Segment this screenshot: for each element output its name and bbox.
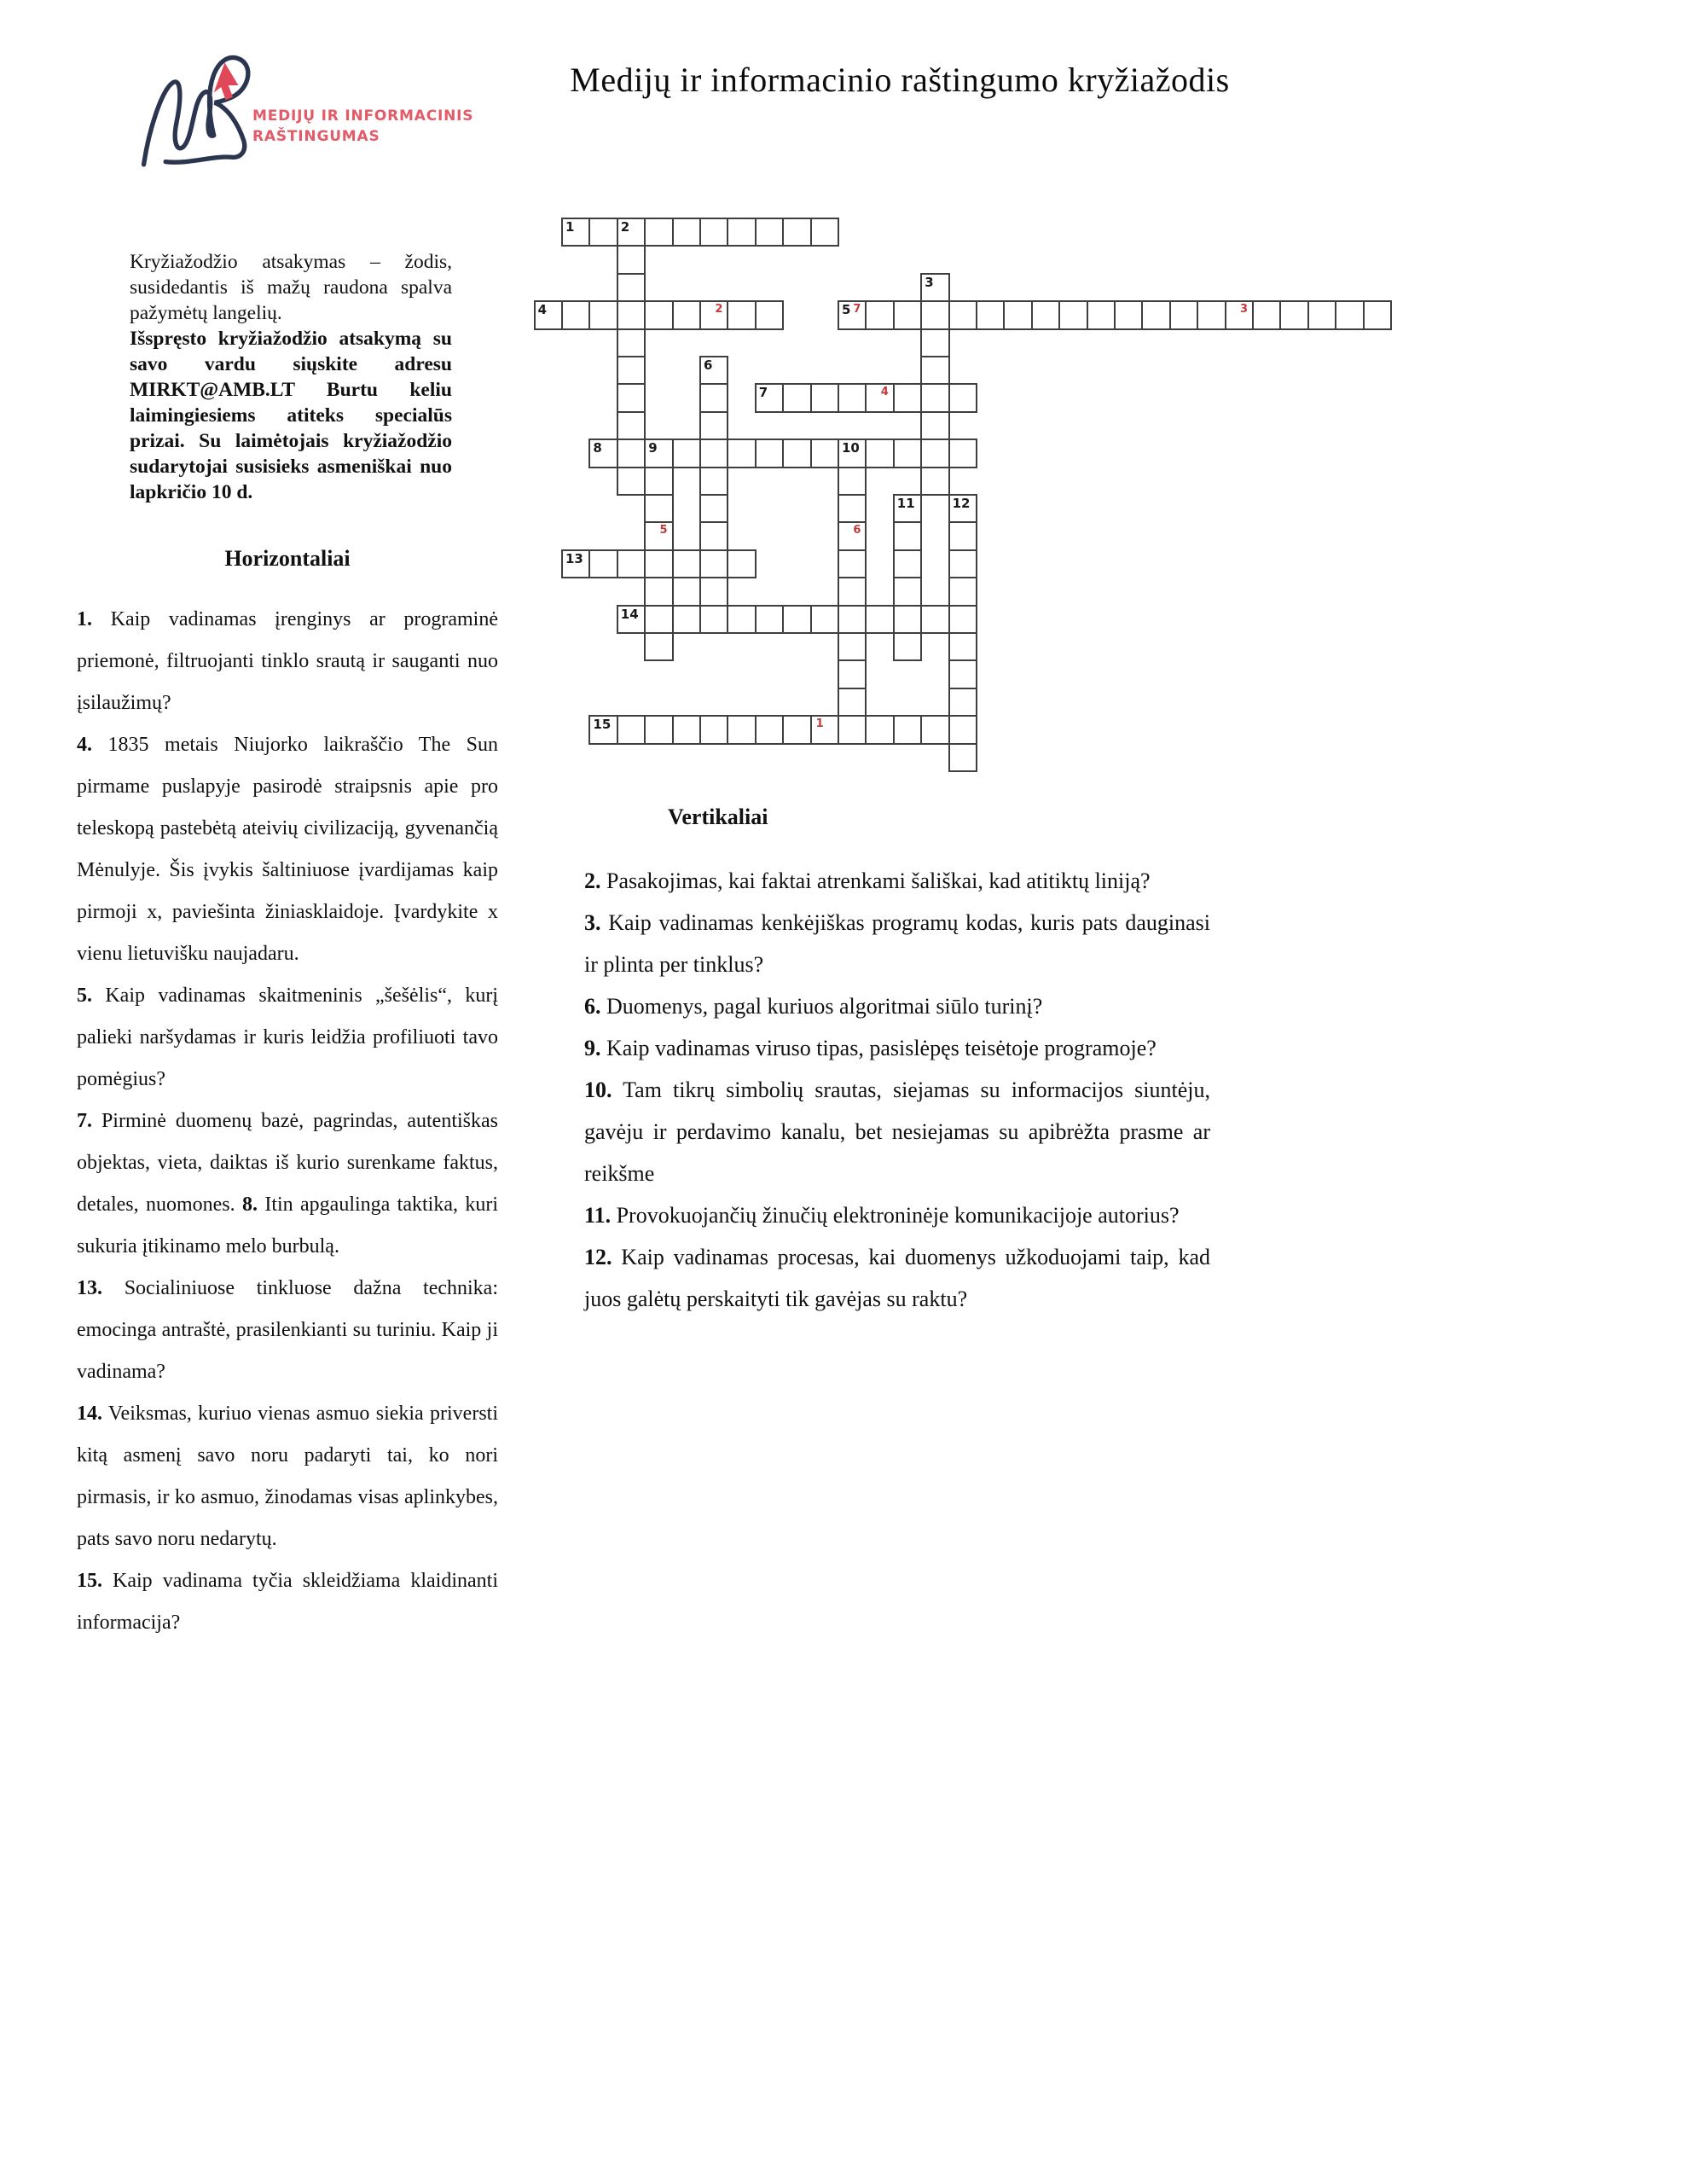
crossword-cell: [838, 439, 867, 468]
crossword-cell: [617, 715, 646, 744]
crossword-cell: [838, 659, 867, 688]
crossword-cell: [865, 605, 894, 634]
crossword-cell: [755, 383, 784, 412]
crossword-cell: [782, 218, 811, 247]
crossword-cell: [1335, 300, 1364, 329]
crossword-cell: [1307, 300, 1336, 329]
crossword-cell: [755, 439, 784, 468]
crossword-cell: [782, 383, 811, 412]
crossword-cell: [644, 494, 673, 523]
clue: 5. Kaip vadinamas skaitmeninis „šešėlis“, kurį palieki naršydamas ir kuris leidžia profiliuoti tavo pomėgius?: [77, 985, 498, 1090]
crossword-cell: [727, 715, 756, 744]
crossword-cell: [755, 300, 784, 329]
logo-text-line1: MEDIJŲ IR INFORMACINIS: [252, 107, 474, 125]
crossword-cell: [644, 218, 673, 247]
crossword-cell: [617, 328, 646, 357]
crossword-number: 3: [925, 274, 934, 290]
crossword-cell: [699, 494, 728, 523]
crossword-cell: [948, 743, 977, 772]
crossword-cell: [1197, 300, 1226, 329]
crossword-cell: [644, 715, 673, 744]
crossword-cell: [699, 356, 728, 385]
crossword-cell: [1363, 300, 1392, 329]
intro-bold: Išspręsto kryžiažodžio atsakymą su savo vardu siųskite adresu MIRKT@AMB.LT Burtu keliu laimingiesiems atiteks specialūs prizai. Su laimėtojais kryžiažodžio sudarytojai susisieks asmeniškai nuo lapkričio 10 d.: [130, 328, 452, 503]
crossword-answer-digit: 1: [815, 717, 824, 731]
crossword-number: 13: [565, 550, 583, 566]
crossword-answer-digit: 7: [853, 303, 861, 317]
crossword-cell: [588, 218, 617, 247]
crossword-cell: [1114, 300, 1143, 329]
crossword-cell: [561, 300, 590, 329]
crossword-cell: [727, 218, 756, 247]
crossword-number: 11: [896, 496, 915, 511]
crossword-cell: [644, 632, 673, 661]
crossword-cell: [727, 605, 756, 634]
crossword-cell: [617, 245, 646, 274]
crossword-cell: [1058, 300, 1087, 329]
crossword-cell: [948, 688, 977, 717]
crossword-cell: [1169, 300, 1198, 329]
clue: 4. 1835 metais Niujorko laikraščio The Sun pirmame puslapyje pasirodė straipsnis apie pro teleskopą pastebėtą ateivių civilizaciją, gyvenančią Mėnulyje. Šis įvykis šaltiniuose įvardijamas kaip pirmoji x, paviešinta žiniasklaidoje. Įvardykite x vienu lietuvišku naujadaru.: [77, 734, 498, 965]
crossword-cell: [1225, 300, 1254, 329]
crossword-cell: [617, 549, 646, 578]
crossword-cell: [672, 605, 701, 634]
crossword-cell: [838, 383, 867, 412]
clue: 2. Pasakojimas, kai faktai atrenkami šališkai, kad atitiktų liniją?: [584, 868, 1151, 893]
crossword-cell: [617, 356, 646, 385]
crossword-answer-digit: 6: [853, 524, 861, 537]
crossword-cell: [920, 328, 949, 357]
crossword-cell: [644, 300, 673, 329]
clue: 6. Duomenys, pagal kuriuos algoritmai siūlo turinį?: [584, 994, 1043, 1019]
crossword-cell: [920, 605, 949, 634]
crossword-cell: [838, 521, 867, 550]
crossword-cell: [755, 715, 784, 744]
crossword-cell: [920, 300, 949, 329]
crossword-cell: [920, 383, 949, 412]
crossword-number: 14: [620, 606, 639, 622]
crossword-cell: [838, 467, 867, 496]
crossword-cell: [588, 549, 617, 578]
crossword-cell: [865, 439, 894, 468]
crossword-cell: [838, 605, 867, 634]
crossword-cell: [948, 632, 977, 661]
crossword-number: 2: [620, 219, 630, 235]
crossword-cell: [893, 494, 922, 523]
crossword-cell: [644, 577, 673, 606]
crossword-cell: [838, 549, 867, 578]
crossword-cell: [644, 521, 673, 550]
crossword-cell: [617, 300, 646, 329]
crossword-cell: [948, 439, 977, 468]
crossword-answer-digit: 4: [880, 386, 889, 399]
crossword-answer-digit: 3: [1239, 303, 1248, 317]
crossword-cell: [893, 605, 922, 634]
crossword-cell: [672, 218, 701, 247]
crossword-cell: [948, 659, 977, 688]
crossword-cell: [838, 688, 867, 717]
crossword-cell: [588, 715, 617, 744]
crossword-cell: [1087, 300, 1116, 329]
crossword-cell: [893, 521, 922, 550]
down-clues-list: [584, 860, 1210, 1320]
clue: 14. Veiksmas, kuriuo vienas asmuo siekia priversti kitą asmenį savo noru padaryti tai, ko nori pirmasis, ir ko asmuo, žinodamas visas aplinkybes, pats savo noru nedarytų.: [77, 1403, 498, 1550]
crossword-cell: [699, 218, 728, 247]
crossword-number: 7: [758, 385, 768, 401]
crossword-cell: [865, 383, 894, 412]
clue: 12. Kaip vadinamas procesas, kai duomenys užkoduojami taip, kad juos galėtų perskaityti tik gavėjas su raktu?: [584, 1245, 1210, 1311]
crossword-cell: [561, 218, 590, 247]
crossword-cell: [810, 605, 839, 634]
crossword-cell: [920, 356, 949, 385]
crossword-cell: [699, 521, 728, 550]
across-heading: Horizontaliai: [224, 546, 351, 571]
crossword-cell: [920, 439, 949, 468]
crossword-cell: [617, 605, 646, 634]
crossword-cell: [920, 273, 949, 302]
crossword-cell: [782, 605, 811, 634]
crossword-cell: [948, 521, 977, 550]
crossword-cell: [782, 439, 811, 468]
crossword-cell: [672, 300, 701, 329]
crossword-cell: [893, 632, 922, 661]
crossword-cell: [810, 439, 839, 468]
crossword-cell: [893, 300, 922, 329]
crossword-cell: [976, 300, 1005, 329]
crossword-cell: [893, 439, 922, 468]
clue: 3. Kaip vadinamas kenkėjiškas programų kodas, kuris pats dauginasi ir plinta per tinklus?: [584, 910, 1210, 977]
clue: 10. Tam tikrų simbolių srautas, siejamas su informacijos siuntėju, gavėju ir perdavimo kanalu, bet nesiejamas su apibrėžta prasme ar reikšme: [584, 1077, 1210, 1186]
crossword-cell: [893, 577, 922, 606]
crossword-cell: [948, 300, 977, 329]
crossword-answer-digit: 5: [659, 524, 668, 537]
crossword-cell: [561, 549, 590, 578]
crossword-cell: [893, 549, 922, 578]
crossword-cell: [727, 300, 756, 329]
crossword-cell: [588, 300, 617, 329]
crossword-cell: [920, 411, 949, 440]
clue: 1. Kaip vadinamas įrenginys ar programinė priemonė, filtruojanti tinklo srautą ir sauganti nuo įsilaužimų?: [77, 608, 498, 714]
crossword-cell: [699, 605, 728, 634]
crossword-cell: [644, 605, 673, 634]
crossword-cell: [699, 383, 728, 412]
crossword-cell: [893, 715, 922, 744]
clue: 15. Kaip vadinama tyčia skleidžiama klaidinanti informacija?: [77, 1570, 498, 1634]
crossword-cell: [699, 467, 728, 496]
crossword-cell: [617, 383, 646, 412]
crossword-number: 12: [952, 496, 971, 511]
clue: 7. Pirminė duomenų bazė, pagrindas, autentiškas objektas, vieta, daiktas iš kurio surenkame faktus, detales, nuomones. 8. Itin apgaulinga taktika, kuri sukuria įtikinamo melo burbulą.: [77, 1110, 498, 1258]
crossword-number: 6: [704, 357, 713, 373]
crossword-cell: [893, 383, 922, 412]
clue: 13. Socialiniuose tinkluose dažna technika: emocinga antraštė, prasilenkianti su turiniu. Kaip ji vadinama?: [77, 1277, 498, 1383]
crossword-cell: [810, 218, 839, 247]
crossword-cell: [755, 218, 784, 247]
crossword-cell: [617, 467, 646, 496]
crossword-cell: [727, 549, 756, 578]
crossword-cell: [865, 300, 894, 329]
crossword-cell: [948, 715, 977, 744]
crossword-cell: [617, 439, 646, 468]
crossword-cell: [948, 494, 977, 523]
intro-regular: Kryžiažodžio atsakymas – žodis, susidedantis iš mažų raudona spalva pažymėtų langelių.: [130, 251, 452, 324]
crossword-cell: [617, 273, 646, 302]
crossword-cell: [699, 577, 728, 606]
crossword-cell: [948, 577, 977, 606]
crossword-cell: [617, 218, 646, 247]
logo-text-line2: RAŠTINGUMAS: [252, 128, 380, 145]
crossword-number: 9: [648, 440, 658, 456]
crossword-cell: [838, 494, 867, 523]
crossword-cell: [1003, 300, 1032, 329]
crossword-cell: [1279, 300, 1308, 329]
crossword-cell: [1141, 300, 1170, 329]
down-heading: Vertikaliai: [668, 804, 768, 829]
crossword-cell: [838, 715, 867, 744]
crossword-cell: [672, 715, 701, 744]
crossword-cell: [920, 715, 949, 744]
crossword-cell: [948, 383, 977, 412]
crossword-cell: [727, 439, 756, 468]
crossword-cell: [920, 467, 949, 496]
crossword-cell: [644, 549, 673, 578]
crossword-cell: [810, 383, 839, 412]
crossword-cell: [948, 549, 977, 578]
crossword-answer-digit: 2: [715, 303, 723, 317]
across-clues-list: [77, 599, 498, 1644]
clue: 9. Kaip vadinamas viruso tipas, pasislėpęs teisėtoje programoje?: [584, 1036, 1157, 1060]
crossword-cell: [838, 632, 867, 661]
crossword-cell: [699, 411, 728, 440]
crossword-cell: [699, 439, 728, 468]
crossword-cell: [865, 715, 894, 744]
crossword-number: 1: [565, 219, 575, 235]
crossword-cell: [782, 715, 811, 744]
crossword-cell: [672, 439, 701, 468]
crossword-cell: [1031, 300, 1060, 329]
crossword-number: 10: [842, 440, 860, 456]
crossword-cell: [588, 439, 617, 468]
crossword-cell: [672, 549, 701, 578]
crossword-cell: [699, 549, 728, 578]
crossword-cell: [644, 439, 673, 468]
crossword-number: 4: [537, 302, 548, 318]
crossword-cell: [838, 300, 867, 329]
crossword-cell: [1252, 300, 1281, 329]
crossword-cell: [838, 577, 867, 606]
crossword-number: 15: [593, 717, 612, 733]
crossword-number: 5: [842, 302, 851, 318]
crossword-number: 8: [593, 440, 602, 456]
crossword-cell: [948, 605, 977, 634]
crossword-cell: [617, 411, 646, 440]
page-title: Medijų ir informacinio raštingumo kryžiažodis: [570, 61, 1230, 99]
crossword-cell: [699, 300, 728, 329]
crossword-cell: [644, 467, 673, 496]
crossword-cell: [699, 715, 728, 744]
crossword-cell: [810, 715, 839, 744]
crossword-cell: [534, 300, 563, 329]
crossword-cell: [755, 605, 784, 634]
clue: 11. Provokuojančių žinučių elektroninėje komunikacijoje autorius?: [584, 1203, 1180, 1228]
